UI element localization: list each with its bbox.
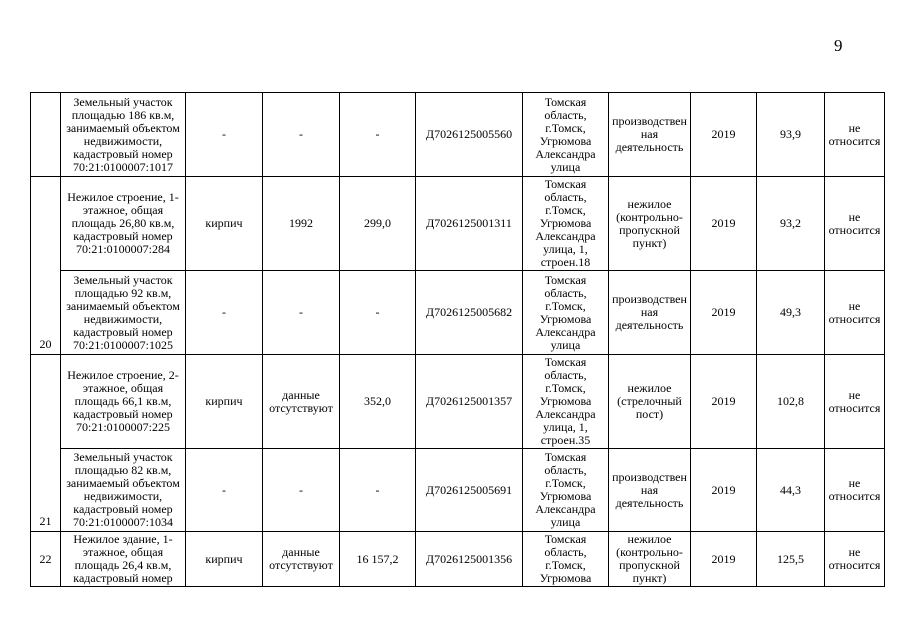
table-row xyxy=(31,271,885,355)
table-row xyxy=(31,177,885,271)
code-cell: Д7026125001356 xyxy=(416,532,523,587)
relates-cell: не относится xyxy=(825,93,885,177)
year-cell: 2019 xyxy=(691,355,757,449)
purpose-cell: производствен ная деятельность xyxy=(609,93,691,177)
address-cell: Томская область, г.Томск, Угрюмова Александра улица xyxy=(523,93,609,177)
year-cell: 2019 xyxy=(691,271,757,355)
code-cell: Д7026125005682 xyxy=(416,271,523,355)
year-cell: 2019 xyxy=(691,532,757,587)
code-cell: Д7026125001357 xyxy=(416,355,523,449)
material-cell: кирпич xyxy=(186,532,263,587)
percent-cell: 93,2 xyxy=(757,177,825,271)
code-cell: Д7026125005560 xyxy=(416,93,523,177)
material-cell: кирпич xyxy=(186,177,263,271)
relates-cell: не относится xyxy=(825,449,885,532)
material-cell: - xyxy=(186,93,263,177)
table-row xyxy=(31,532,885,587)
relates-cell: не относится xyxy=(825,532,885,587)
code-cell: Д7026125001311 xyxy=(416,177,523,271)
object-description: Нежилое строение, 2- этажное, общая площадь 66,1 кв.м, кадастровый номер 70:21:0100007:225 xyxy=(61,355,186,449)
percent-cell: 125,5 xyxy=(757,532,825,587)
table-row xyxy=(31,355,885,449)
row-number-cell: 20 xyxy=(31,177,61,355)
year-built-cell: - xyxy=(263,449,340,532)
purpose-cell: нежилое (контрольно- пропускной пункт) xyxy=(609,177,691,271)
object-description: Земельный участок площадью 92 кв.м, занимаемый объектом недвижимости, кадастровый номер 70:21:0100007:1025 xyxy=(61,271,186,355)
address-cell: Томская область, г.Томск, Угрюмова Александра улица, 1, строен.35 xyxy=(523,355,609,449)
percent-cell: 49,3 xyxy=(757,271,825,355)
purpose-cell: нежилое (стрелочный пост) xyxy=(609,355,691,449)
address-cell: Томская область, г.Томск, Угрюмова Александра улица xyxy=(523,271,609,355)
percent-cell: 44,3 xyxy=(757,449,825,532)
material-cell: кирпич xyxy=(186,355,263,449)
object-description: Нежилое здание, 1- этажное, общая площадь 26,4 кв.м, кадастровый номер xyxy=(61,532,186,587)
address-cell: Томская область, г.Томск, Угрюмова Александра улица xyxy=(523,449,609,532)
value-cell: - xyxy=(340,449,416,532)
year-built-cell: 1992 xyxy=(263,177,340,271)
purpose-cell: производствен ная деятельность xyxy=(609,271,691,355)
code-cell: Д7026125005691 xyxy=(416,449,523,532)
value-cell: 352,0 xyxy=(340,355,416,449)
property-table xyxy=(30,92,885,587)
relates-cell: не относится xyxy=(825,271,885,355)
year-cell: 2019 xyxy=(691,449,757,532)
row-number-cell xyxy=(31,93,61,177)
row-number-cell: 22 xyxy=(31,532,61,587)
value-cell: 16 157,2 xyxy=(340,532,416,587)
percent-cell: 93,9 xyxy=(757,93,825,177)
address-cell: Томская область, г.Томск, Угрюмова xyxy=(523,532,609,587)
table-row xyxy=(31,449,885,532)
row-number-cell: 21 xyxy=(31,355,61,532)
year-built-cell: данные отсутствуют xyxy=(263,355,340,449)
year-built-cell: - xyxy=(263,93,340,177)
value-cell: 299,0 xyxy=(340,177,416,271)
page-number: 9 xyxy=(834,36,843,55)
year-cell: 2019 xyxy=(691,177,757,271)
value-cell: - xyxy=(340,93,416,177)
material-cell: - xyxy=(186,449,263,532)
year-built-cell: - xyxy=(263,271,340,355)
value-cell: - xyxy=(340,271,416,355)
object-description: Земельный участок площадью 186 кв.м, занимаемый объектом недвижимости, кадастровый номер 70:21:0100007:1017 xyxy=(61,93,186,177)
object-description: Земельный участок площадью 82 кв.м, занимаемый объектом недвижимости, кадастровый номер 70:21:0100007:1034 xyxy=(61,449,186,532)
year-built-cell: данные отсутствуют xyxy=(263,532,340,587)
object-description: Нежилое строение, 1- этажное, общая площадь 26,80 кв.м, кадастровый номер 70:21:0100007:284 xyxy=(61,177,186,271)
material-cell: - xyxy=(186,271,263,355)
relates-cell: не относится xyxy=(825,177,885,271)
table-row xyxy=(31,93,885,177)
purpose-cell: нежилое (контрольно- пропускной пункт) xyxy=(609,532,691,587)
purpose-cell: производствен ная деятельность xyxy=(609,449,691,532)
address-cell: Томская область, г.Томск, Угрюмова Александра улица, 1, строен.18 xyxy=(523,177,609,271)
year-cell: 2019 xyxy=(691,93,757,177)
percent-cell: 102,8 xyxy=(757,355,825,449)
relates-cell: не относится xyxy=(825,355,885,449)
